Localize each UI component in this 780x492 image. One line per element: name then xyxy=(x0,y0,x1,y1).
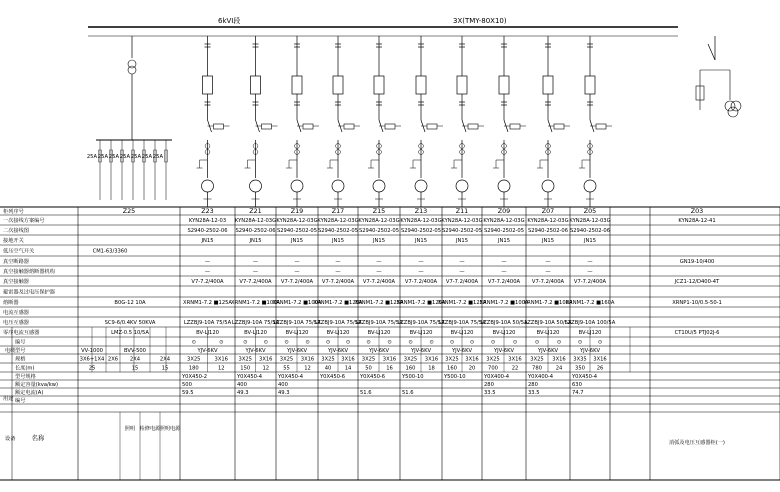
panel-id: Z07 xyxy=(541,207,555,215)
load-current: 59.5 xyxy=(182,390,194,396)
panel-zct: BV-LJ120 xyxy=(578,330,602,336)
panel-zct: BV-LJ120 xyxy=(450,330,474,336)
panel-arrester: V7-7.2/400A xyxy=(573,279,607,285)
z03-name: 消弧及电压互感器柜(一) xyxy=(669,440,725,446)
cable-spec: 3X16 xyxy=(382,356,397,363)
motor-symbol xyxy=(373,180,385,192)
cable-model: YJV-6KV xyxy=(197,348,218,354)
motor-symbol xyxy=(202,180,214,192)
cable-length: 12 xyxy=(304,365,311,372)
load-capacity: 280 xyxy=(528,382,538,388)
z03-breaker: GN19-10/400 xyxy=(679,259,715,265)
side-label-cable: 电缆 xyxy=(5,348,16,354)
panel-scheme: KYN28A-12-03G xyxy=(441,218,483,224)
load-current: 33.5 xyxy=(528,390,540,396)
panel-id: Z23 xyxy=(201,207,214,215)
panel-vacuum-breaker: — xyxy=(376,259,382,265)
panel-zct: BV-LJ120 xyxy=(492,330,516,336)
load-current: 33.5 xyxy=(484,390,496,396)
feeder-circuit-Z07 xyxy=(537,36,570,207)
panel-fuse: XRNM1-7.2 ■125A xyxy=(396,300,446,306)
panel-ct: LZZBJ9-10A 75/5A xyxy=(438,320,486,326)
z03-ct: CT10U/5 PTJ02J-6 xyxy=(674,330,720,336)
panel-secondary: S2940-2502-05 xyxy=(441,228,483,234)
panel-zct: BV-LJ120 xyxy=(367,330,391,336)
cable-length: 12 xyxy=(262,365,270,372)
panel-scheme: KYN28A-12-03G xyxy=(234,218,277,224)
z25-fuse-rating: 25A xyxy=(108,154,119,160)
panel-contactor-fuse: — xyxy=(501,269,507,275)
panel-contactor-fuse: — xyxy=(335,269,341,275)
z25-transformer: SC9-6/0.4KV 50KVA xyxy=(104,320,156,326)
fuse-symbol xyxy=(385,124,395,129)
row-label-5: 真空断路器 xyxy=(3,259,29,265)
panel-contactor-fuse: — xyxy=(459,269,465,275)
cable-length: 55 xyxy=(283,365,290,372)
fuse-symbol xyxy=(427,124,437,129)
cable-length: 40 xyxy=(324,365,332,372)
fuse-symbol xyxy=(262,124,272,129)
cable-spec: 3X16 xyxy=(552,356,566,363)
feeder-circuit-Z15 xyxy=(368,36,401,207)
panel-secondary: S2940-2502-05 xyxy=(483,228,525,234)
cable-no: ⊙ xyxy=(345,339,351,346)
load-current: 74.7 xyxy=(572,390,584,396)
load-current: 49.3 xyxy=(278,390,290,396)
panel-scheme: KYN28A-12-03G xyxy=(317,218,359,224)
panel-arrester: V7-7.2/400A xyxy=(531,279,565,285)
panel-vacuum-breaker: — xyxy=(501,259,507,265)
z25-fuse-rating: 25A xyxy=(152,154,163,160)
row-label-15: 规格 xyxy=(15,356,26,363)
pt-symbol xyxy=(725,101,735,111)
load-model: Y0X450-4 xyxy=(278,374,304,380)
cable-model: YJV-6KV xyxy=(493,348,515,354)
panel-secondary: S2940-2502-06 xyxy=(235,228,276,234)
row-label-0: 柜列序号 xyxy=(3,209,24,215)
panel-scheme: KYN28A-12-03G xyxy=(400,218,442,224)
fuse-symbol xyxy=(596,124,606,129)
panel-fuse: XRNM1-7.2 ■125A xyxy=(437,300,487,306)
cable-spec: 3X16 xyxy=(465,356,479,363)
z25-low-breaker: CM1-63/3360 xyxy=(92,248,128,255)
pt-symbol xyxy=(731,101,741,111)
row-label-11: 电压互感器 xyxy=(3,320,29,326)
row-label-6: 真空接触器熔断器机构 xyxy=(3,269,55,275)
feeder-circuit-Z19 xyxy=(286,36,319,207)
cable-length: 16 xyxy=(386,365,393,372)
panel-ct: LZZBJ9-10A 75/5A xyxy=(397,320,445,326)
panel-secondary: S2940-2502-05 xyxy=(317,228,359,234)
row-label-18: 额定容量(kva/kw) xyxy=(15,382,59,388)
motor-symbol xyxy=(542,180,554,192)
feeder-circuit-Z13 xyxy=(410,36,443,207)
cable-length: 350 xyxy=(575,365,585,372)
feeder-circuit-Z17 xyxy=(327,36,360,207)
feeder-circuit-Z09 xyxy=(493,36,526,207)
cable-length: 12 xyxy=(217,365,225,372)
cable-length: 50 xyxy=(365,365,372,372)
cable-spec: 3X25 xyxy=(530,356,544,363)
cable-spec: 3X16 xyxy=(341,356,355,363)
panel-earth-switch: JN15 xyxy=(249,238,262,244)
z25-cable-length: 25 xyxy=(88,365,96,372)
panel-fuse: XRNM1-7.2 ■100A xyxy=(272,300,322,306)
panel-id: Z17 xyxy=(331,207,345,215)
panel-ct: LZZBJ9-10A 75/5A xyxy=(273,320,321,326)
panel-arrester: V7-7.2/400A xyxy=(239,279,272,285)
load-model: Y0X450-4 xyxy=(237,374,263,380)
z03-fuse: XRNP1-10/0.5-50-1 xyxy=(672,300,722,306)
cable-no: ⊙ xyxy=(387,339,392,346)
breaker-symbol xyxy=(292,76,302,94)
cable-length: 150 xyxy=(240,365,251,372)
row-label-2: 二次接线图 xyxy=(3,228,29,234)
panel-scheme: KYN28A-12-03G xyxy=(569,218,611,224)
panel-fuse: XRNM1-7.2 ■100A xyxy=(231,300,280,306)
panel-zct: BV-LJ120 xyxy=(409,330,433,336)
breaker-symbol xyxy=(251,76,261,94)
z25-fuse-rating: 25A xyxy=(141,154,152,160)
panel-arrester: V7-7.2/400A xyxy=(487,279,521,285)
z03-id: Z03 xyxy=(690,207,704,215)
panel-ct: LZZBJ9-10A 75/5A xyxy=(183,320,232,326)
panel-arrester: V7-7.2/400A xyxy=(321,279,355,285)
row-label-17: 型号规格 xyxy=(15,374,36,380)
motor-symbol xyxy=(584,180,596,192)
row-label-16: 长度(m) xyxy=(15,365,35,372)
panel-zct: BV-LJ120 xyxy=(244,330,267,336)
z25-cable-model: VV-1000 xyxy=(81,348,103,354)
panel-zct: BV-LJ120 xyxy=(285,330,309,336)
panel-contactor-fuse: — xyxy=(418,269,424,275)
panel-id: Z11 xyxy=(455,207,469,215)
cable-no: ⊙ xyxy=(263,339,268,346)
fuse-symbol xyxy=(554,124,564,129)
panel-vacuum-breaker: — xyxy=(204,259,211,265)
cable-length: 22 xyxy=(511,365,519,372)
cable-length: 160 xyxy=(447,365,457,372)
load-model: Y0X400-4 xyxy=(528,374,554,380)
z25-cable-spec: 2X4 xyxy=(159,356,171,363)
cable-spec: 3X25 xyxy=(238,356,252,363)
panel-scheme: KYN28A-12-03 xyxy=(188,218,227,224)
panel-contactor-fuse: — xyxy=(376,269,382,275)
breaker-symbol xyxy=(416,76,426,94)
side-label-equip: 设备 xyxy=(5,436,16,442)
row-label-7: 真空接触器 xyxy=(3,279,29,285)
panel-earth-switch: JN15 xyxy=(497,238,511,244)
bus-label-left: 6kVⅠ段 xyxy=(218,17,241,25)
panel-scheme: KYN28A-12-03G xyxy=(483,218,525,224)
panel-vacuum-breaker: — xyxy=(545,259,551,265)
load-current: 51.6 xyxy=(360,390,372,396)
z25-cable-spec: 2X6 xyxy=(107,356,119,363)
z25-cable-model: BVV-500 xyxy=(124,348,146,354)
row-label-19: 额定电流(A) xyxy=(15,390,44,396)
row-label-20: 编号 xyxy=(15,398,26,404)
cable-spec: 3X16 xyxy=(300,356,315,363)
panel-arrester: V7-7.2/400A xyxy=(362,279,396,285)
panel-secondary: S2940-2502-05 xyxy=(276,228,318,234)
panel-ct: LZZBJ9-10A 75/5A xyxy=(314,320,362,326)
panel-secondary: S2940-2502-05 xyxy=(358,228,400,234)
z03-scheme: KYN28A-12-41 xyxy=(678,218,716,224)
row-label-12: 零序电流互感器 xyxy=(3,330,40,336)
cable-spec: 3X25 xyxy=(445,356,459,363)
load-capacity: 400 xyxy=(237,382,247,388)
load-model: Y0X450-6 xyxy=(320,374,346,380)
load-capacity: 400 xyxy=(278,382,288,388)
z25-id: Z25 xyxy=(122,207,136,215)
cable-spec: 3X16 xyxy=(593,356,607,363)
motor-symbol xyxy=(415,180,427,192)
panel-earth-switch: JN15 xyxy=(372,238,386,244)
panel-Z03-circuit xyxy=(696,36,741,117)
panel-fuse: XRNM1-7.2 ■125A xyxy=(313,300,363,306)
cable-spec: 3X25 xyxy=(486,356,500,363)
cable-spec: 3X16 xyxy=(508,356,522,363)
cable-length: 14 xyxy=(344,365,352,372)
panel-vacuum-breaker: — xyxy=(294,259,300,265)
panel-fuse: XRNM1-7.2 ■100A xyxy=(479,300,529,306)
row-label-21: 名称 xyxy=(31,434,45,442)
breaker-symbol xyxy=(499,76,509,94)
feeder-circuit-Z21 xyxy=(245,36,278,207)
cable-spec: 3X16 xyxy=(259,356,273,363)
feeder-circuit-Z11 xyxy=(451,36,484,207)
panel-contactor-fuse: — xyxy=(252,269,259,275)
panel-vacuum-breaker: — xyxy=(252,259,259,265)
panel-vacuum-breaker: — xyxy=(459,259,465,265)
z25-fuse-rating: 25A xyxy=(119,154,130,160)
row-label-14: 型号 xyxy=(15,348,26,354)
breaker-symbol xyxy=(457,76,467,94)
cable-spec: 3X25 xyxy=(321,356,335,363)
cable-no: ⊙ xyxy=(449,339,455,346)
cable-model: YJV-6KV xyxy=(451,348,473,354)
cable-spec: 3X25 xyxy=(403,356,418,363)
cable-length: 180 xyxy=(188,365,199,372)
feeder-circuit-Z23 xyxy=(197,36,230,207)
load-model: Y0X450-4 xyxy=(572,374,598,380)
panel-arrester: V7-7.2/400A xyxy=(280,279,314,285)
panel-zct: BV-LJ120 xyxy=(536,330,560,336)
cable-length: 18 xyxy=(428,365,435,372)
z25-fuse-rating: 25A xyxy=(86,154,97,160)
cable-model: YJV-6KV xyxy=(579,348,601,354)
z25-fuse-rating: 25A xyxy=(130,154,141,160)
z25-use-label: 照明电源 xyxy=(159,426,181,432)
row-label-3: 接地开关 xyxy=(3,238,24,244)
panel-scheme: KYN28A-12-03G xyxy=(358,218,400,224)
cable-no: ⊙ xyxy=(512,339,518,346)
fuse-symbol xyxy=(468,124,478,129)
z25-cable-length: 15 xyxy=(161,365,169,372)
z25-use-label: 照明 xyxy=(124,426,136,432)
cable-no: ⊙ xyxy=(597,339,603,346)
panel-scheme: KYN28A-12-03G xyxy=(276,218,318,224)
panel-vacuum-breaker: — xyxy=(335,259,341,265)
breaker-symbol xyxy=(203,76,213,94)
breaker-symbol xyxy=(543,76,553,94)
row-label-13: 编号 xyxy=(15,339,26,346)
load-model: Y0X450-6 xyxy=(360,374,386,380)
cable-no: ⊙ xyxy=(408,339,413,346)
cable-length: 160 xyxy=(405,365,416,372)
cable-model: YJV-6KV xyxy=(327,348,349,354)
panel-id: Z19 xyxy=(290,207,304,215)
cable-length: 26 xyxy=(596,365,604,372)
cable-no: ⊙ xyxy=(577,339,583,346)
panel-earth-switch: JN15 xyxy=(583,238,597,244)
cable-spec: 3X35 xyxy=(573,356,587,363)
z25-cable-spec: 3X6+1X4 xyxy=(79,356,105,363)
panel-earth-switch: JN15 xyxy=(331,238,345,244)
motor-symbol xyxy=(498,180,510,192)
z25-ct: LMZ-0.5 10/5A xyxy=(111,330,149,336)
panel-fuse: XRNM1-7.2 ■125A xyxy=(183,300,232,306)
cable-no: ⊙ xyxy=(305,339,310,346)
fuse-symbol xyxy=(214,124,224,129)
cable-no: ⊙ xyxy=(325,339,331,346)
panel-id: Z21 xyxy=(249,207,262,215)
fuse-symbol xyxy=(303,124,313,129)
breaker-symbol xyxy=(374,76,384,94)
cable-spec: 3X25 xyxy=(279,356,294,363)
panel-id: Z09 xyxy=(497,207,511,215)
load-model: Y500-10 xyxy=(444,374,466,380)
feeder-circuit-Z05 xyxy=(579,36,612,207)
cable-no: ⊙ xyxy=(556,339,562,346)
load-model: Y0X450-2 xyxy=(182,374,208,380)
panel-ct: LZZBJ9-10A 100/5A xyxy=(564,320,616,326)
z25-fuse: B0G-12 10A xyxy=(114,300,146,306)
row-label-8: 避雷器及过电压保护器 xyxy=(3,289,55,296)
cable-no: ⊙ xyxy=(534,339,540,346)
panel-contactor-fuse: — xyxy=(545,269,551,275)
panel-Z25-circuit xyxy=(96,36,172,200)
cable-no: ⊙ xyxy=(490,339,496,346)
side-label-use: 用途 xyxy=(3,396,14,402)
panel-id: Z15 xyxy=(372,207,386,215)
cable-length: 700 xyxy=(488,365,498,372)
cable-no: ⊙ xyxy=(429,339,434,346)
panel-ct: LZZBJ9-10A 50/5A xyxy=(480,320,528,326)
load-capacity: 280 xyxy=(484,382,494,388)
panel-secondary: S2940-2502-06 xyxy=(187,228,228,234)
panel-earth-switch: JN15 xyxy=(414,238,428,244)
panel-scheme: KYN28A-12-03G xyxy=(527,218,569,224)
z03-arrester: JCZ1-12/D400-4T xyxy=(674,279,720,285)
cable-length: 20 xyxy=(468,365,476,372)
cable-no: ⊙ xyxy=(284,339,289,346)
motor-symbol xyxy=(250,180,262,192)
load-capacity: 630 xyxy=(572,382,582,388)
panel-id: Z05 xyxy=(583,207,597,215)
panel-secondary: S2940-2502-05 xyxy=(400,228,442,234)
row-label-10: 电流互感器 xyxy=(3,310,29,316)
cable-spec: 3X16 xyxy=(214,356,228,363)
pt-symbol xyxy=(728,107,738,117)
motor-symbol xyxy=(332,180,344,192)
z25-fuse-rating: 25A xyxy=(97,154,108,160)
panel-fuse: XRNM1-7.2 ■160A xyxy=(565,300,615,306)
panel-ct: LZZBJ9-10A 75/5A xyxy=(231,320,280,326)
panel-secondary: S2940-2502-06 xyxy=(569,228,611,234)
panel-ct: LZZBJ9-10A 50/5A xyxy=(524,320,572,326)
cable-model: YJV-6KV xyxy=(537,348,559,354)
load-model: Y500-10 xyxy=(402,374,424,380)
panel-earth-switch: JN15 xyxy=(541,238,555,244)
cable-model: YJV-6KV xyxy=(245,348,266,354)
panel-fuse: XRNM1-7.2 ■125A xyxy=(354,300,404,306)
cable-spec: 3X25 xyxy=(187,356,201,363)
panel-fuse: XRNM1-7.2 ■100A xyxy=(523,300,573,306)
z25-cable-length: 15 xyxy=(131,365,139,372)
bus-label-right: 3X(TMY-80X10) xyxy=(453,17,507,25)
cable-model: YJV-6KV xyxy=(410,348,432,354)
load-model: Y0X400-4 xyxy=(484,374,510,380)
panel-vacuum-breaker: — xyxy=(418,259,424,265)
cable-length: 780 xyxy=(532,365,542,372)
cable-no: ⊙ xyxy=(219,339,224,346)
cable-no: ⊙ xyxy=(469,339,475,346)
cable-no: ⊙ xyxy=(243,339,248,346)
load-current: 51.6 xyxy=(402,390,414,396)
panel-arrester: V7-7.2/400A xyxy=(445,279,479,285)
panel-id: Z13 xyxy=(414,207,428,215)
panel-contactor-fuse: — xyxy=(587,269,593,275)
row-label-4: 低压空气开关 xyxy=(3,248,35,255)
panel-arrester: V7-7.2/400A xyxy=(404,279,438,285)
z25-use-label: 检修电源 xyxy=(139,426,161,432)
cable-model: YJV-6KV xyxy=(286,348,308,354)
breaker-symbol xyxy=(333,76,343,94)
load-capacity: 500 xyxy=(182,382,192,388)
panel-arrester: V7-7.2/400A xyxy=(191,279,224,285)
panel-earth-switch: JN15 xyxy=(455,238,469,244)
panel-earth-switch: JN15 xyxy=(290,238,304,244)
panel-zct: BV-LJ120 xyxy=(326,330,350,336)
panel-secondary: S2940-2502-06 xyxy=(527,228,569,234)
fuse-symbol xyxy=(344,124,354,129)
breaker-symbol xyxy=(585,76,595,94)
panel-ct: LZZBJ9-10A 75/5A xyxy=(355,320,403,326)
panel-vacuum-breaker: — xyxy=(587,259,593,265)
load-current: 49.3 xyxy=(237,390,249,396)
cable-spec: 3X16 xyxy=(424,356,439,363)
panel-zct: BV-LJ120 xyxy=(196,330,219,336)
panel-earth-switch: JN15 xyxy=(201,238,214,244)
row-label-9: 熔断器 xyxy=(3,300,19,306)
transformer-symbol xyxy=(128,66,136,74)
fuse-symbol xyxy=(510,124,520,129)
panel-contactor-fuse: — xyxy=(294,269,300,275)
cable-no: ⊙ xyxy=(191,339,196,346)
panel-contactor-fuse: — xyxy=(204,269,211,275)
row-label-1: 一次接线方案编号 xyxy=(3,218,45,224)
cable-spec: 3X25 xyxy=(361,356,376,363)
motor-symbol xyxy=(291,180,303,192)
cable-length: 24 xyxy=(555,365,563,372)
cable-no: ⊙ xyxy=(366,339,371,346)
motor-symbol xyxy=(456,180,468,192)
z25-cable-spec: 2X4 xyxy=(129,356,141,363)
cable-model: YJV-6KV xyxy=(368,348,390,354)
